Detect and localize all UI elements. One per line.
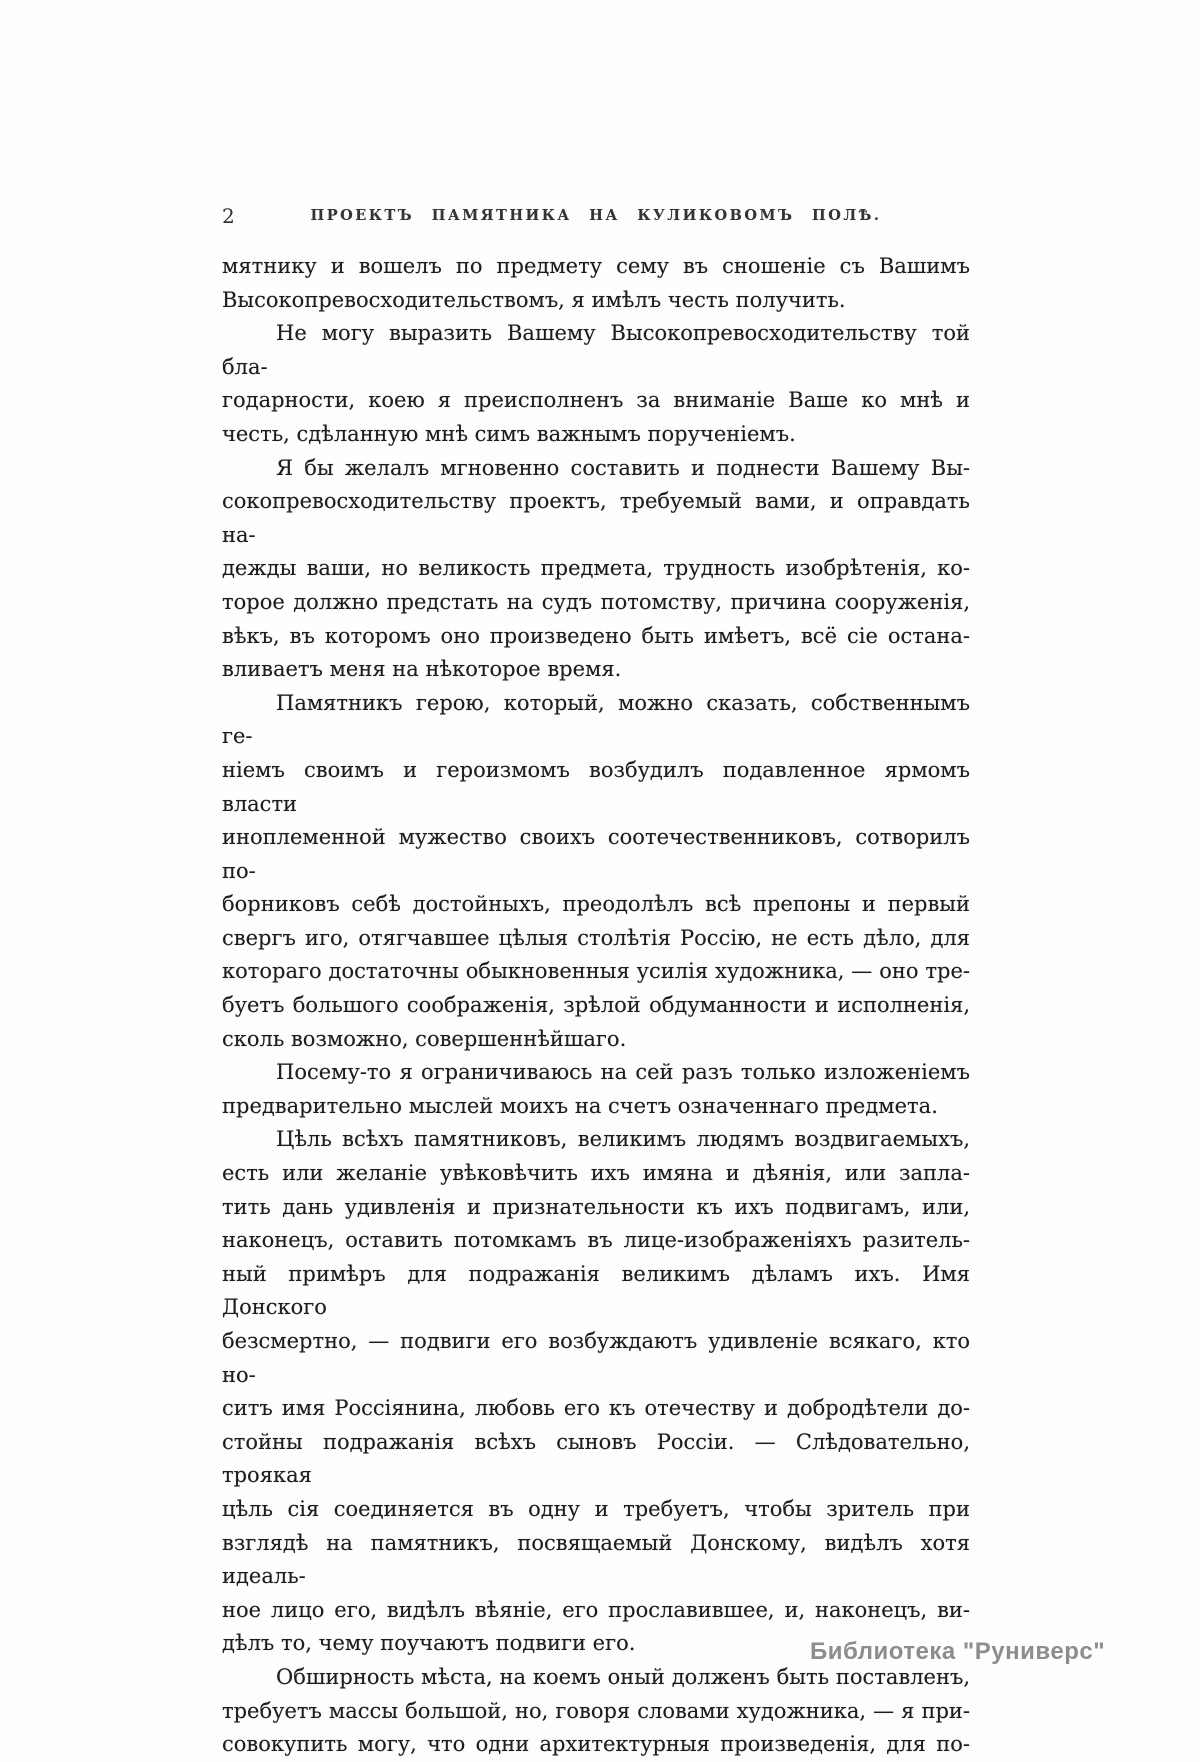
text-line: Обширность мѣста, на коемъ оный долженъ быть поставленъ,: [276, 1664, 970, 1689]
text-line: ный примѣръ для подражанія великимъ дѣламъ ихъ. Имя Донского: [222, 1261, 970, 1320]
text-line: сокопревосходительству проектъ, требуемый вами, и оправдать на-: [222, 489, 970, 547]
text-line: Памятникъ герою, который, можно сказать, собственнымъ ге-: [222, 690, 970, 749]
text-line: Цѣль всѣхъ памятниковъ, великимъ людямъ воздвигаемыхъ,: [276, 1127, 970, 1152]
text-line: безсмертно, — подвиги его возбуждаютъ удивленіе всякаго, кто но-: [222, 1329, 970, 1387]
text-line: есть или желаніе увѣковѣчить ихъ имяна и дѣянія, или запла-: [222, 1161, 970, 1186]
text-line: ное лицо его, видѣлъ вѣяніе, его прославившее, и, наконецъ, ви-: [222, 1597, 970, 1622]
paragraph: [222, 1123, 970, 1661]
running-title: ПРОЕКТЪ ПАМЯТНИКА НА КУЛИКОВОМЪ ПОЛѢ.: [310, 207, 882, 224]
text-line: Высокопревосходительствомъ, я имѣлъ честь получить.: [222, 287, 846, 312]
text-line: котораго достаточны обыкновенныя усилія художника, — оно тре-: [222, 959, 970, 984]
text-line: предварительно мыслей моихъ на счетъ означеннаго предмета.: [222, 1093, 938, 1118]
page-number: 2: [222, 204, 235, 228]
text-line: честь, сдѣланную мнѣ симъ важнымъ порученіемъ.: [222, 421, 796, 446]
text-line: Посему-то я ограничиваюсь на сей разъ только изложеніемъ: [276, 1060, 970, 1085]
text-line: ситъ имя Россіянина, любовь его къ отечеству и добродѣтели до-: [222, 1396, 970, 1421]
text-line: мятнику и вошелъ по предмету сему въ сношеніе съ Вашимъ: [222, 254, 970, 278]
text-line: борниковъ себѣ достойныхъ, преодолѣлъ всѣ препоны и первый: [222, 892, 970, 917]
running-head: [222, 202, 970, 230]
text-line: дежды ваши, но великость предмета, трудность изобрѣтенія, ко-: [222, 556, 970, 581]
paragraph: [222, 452, 970, 687]
text-line: иноплеменной мужество своихъ соотечественниковъ, сотворилъ по-: [222, 825, 970, 883]
text-line: Не могу выразить Вашему Высокопревосходительству той бла-: [222, 321, 970, 379]
text-line: вливаетъ меня на нѣкоторое время.: [222, 657, 622, 682]
paragraph: [222, 317, 970, 451]
text-line: сколь возможно, совершеннѣйшаго.: [222, 1026, 627, 1051]
text-line: стойны подражанія всѣхъ сыновъ Россіи. — Слѣдовательно, троякая: [222, 1429, 970, 1488]
text-line: торое должно предстать на судъ потомству, причина сооруженія,: [222, 589, 970, 614]
text-line: требуетъ массы большой, но, говоря словами художника, — я при-: [222, 1698, 970, 1723]
text-line: дѣлъ то, чему поучаютъ подвиги его.: [222, 1631, 636, 1656]
text-line: цѣль сія соединяется въ одну и требуетъ, чтобы зритель при: [222, 1496, 970, 1521]
text-line: наконецъ, оставить потомкамъ въ лице-изображеніяхъ разитель-: [222, 1228, 970, 1253]
text-line: вѣкъ, въ которомъ оно произведено быть имѣетъ, всё сіе остана-: [222, 623, 970, 648]
text-line: Я бы желалъ мгновенно составить и поднести Вашему Вы-: [276, 455, 970, 480]
text-line: совокупить могу, что одни архитектурныя произведенія, для по-: [222, 1732, 970, 1757]
text-line: тить дань удивленія и признательности къ ихъ подвигамъ, или,: [222, 1194, 970, 1219]
text-line: ніемъ своимъ и героизмомъ возбудилъ подавленное ярмомъ власти: [222, 757, 970, 816]
text-line: буетъ большого соображенія, зрѣлой обдуманности и исполненія,: [222, 993, 970, 1018]
paragraph: [222, 1661, 970, 1762]
paragraph: [222, 687, 970, 1057]
text-line: годарности, коею я преисполненъ за вниманіе Ваше ко мнѣ и: [222, 388, 970, 413]
paragraph: [222, 1056, 970, 1123]
text-line: взглядѣ на памятникъ, посвящаемый Донскому, видѣлъ хотя идеаль-: [222, 1530, 970, 1589]
library-watermark: Библиотека "Руниверс": [810, 1638, 1106, 1665]
page-text-block: [222, 250, 970, 1762]
text-line: свергъ иго, отягчавшее цѣлыя столѣтія Россію, не есть дѣло, для: [222, 925, 970, 950]
paragraph: [222, 250, 970, 317]
